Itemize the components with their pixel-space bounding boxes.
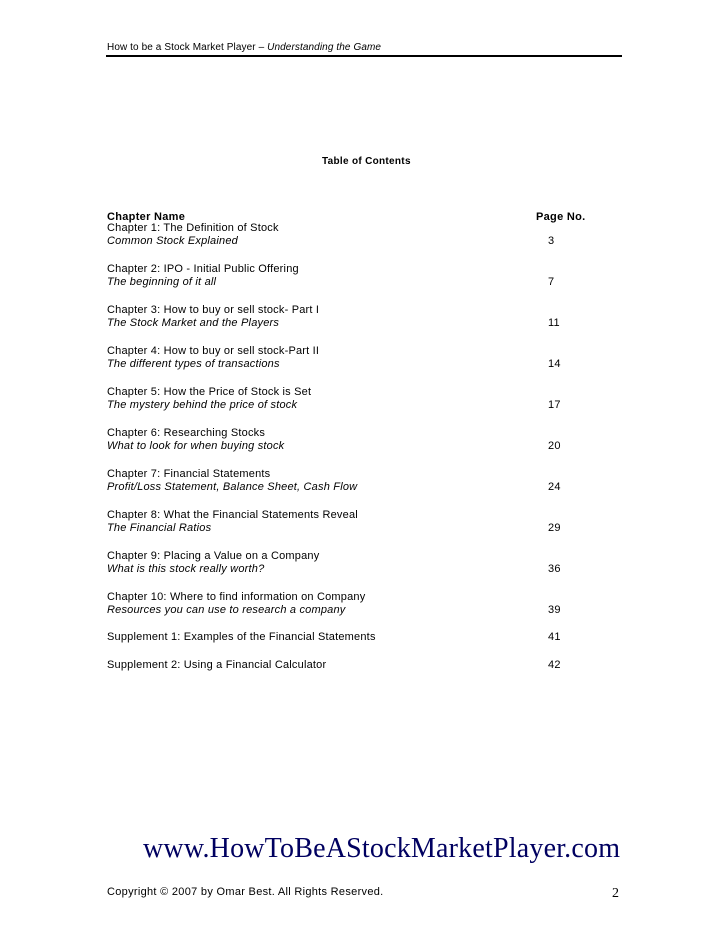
toc-entry-chapter-9 <box>107 550 587 576</box>
toc-chapter-subtitle: Resources you can use to research a company <box>107 604 346 616</box>
toc-entry-chapter-5 <box>107 386 587 412</box>
toc-chapter-title: Chapter 4: How to buy or sell stock-Part II <box>107 345 320 357</box>
toc-chapter-title: Chapter 6: Researching Stocks <box>107 427 266 439</box>
header-title: How to be a Stock Market Player – <box>107 42 268 53</box>
toc-page-number: 14 <box>548 358 561 370</box>
toc-chapter-subtitle: Common Stock Explained <box>107 235 238 247</box>
running-header <box>107 42 381 53</box>
toc-chapter-subtitle: The beginning of it all <box>107 276 217 288</box>
copyright-notice: Copyright © 2007 by Omar Best. All Rights Reserved. <box>107 886 384 898</box>
toc-entry-chapter-6 <box>107 427 587 453</box>
toc-page-number: 11 <box>548 317 560 329</box>
toc-chapter-title: Chapter 7: Financial Statements <box>107 468 271 480</box>
toc-page-number: 7 <box>548 276 555 288</box>
toc-page-number: 41 <box>548 631 561 643</box>
toc-page-number: 3 <box>548 235 555 247</box>
toc-chapter-title: Chapter 3: How to buy or sell stock- Part I <box>107 304 320 316</box>
column-header-page-no: Page No. <box>536 211 586 223</box>
column-header-chapter-name: Chapter Name <box>107 211 186 223</box>
toc-chapter-title: Chapter 10: Where to find information on Company <box>107 591 366 603</box>
header-rule <box>106 55 622 57</box>
toc-chapter-subtitle: What to look for when buying stock <box>107 440 285 452</box>
toc-entry-chapter-8 <box>107 509 587 535</box>
toc-title: Table of Contents <box>322 156 411 167</box>
toc-entry-chapter-7 <box>107 468 587 494</box>
toc-entry-supplement-2 <box>107 659 587 672</box>
toc-page-number: 24 <box>548 481 561 493</box>
toc-chapter-subtitle: The mystery behind the price of stock <box>107 399 298 411</box>
toc-chapter-subtitle: What is this stock really worth? <box>107 563 265 575</box>
toc-entry-chapter-10 <box>107 591 587 617</box>
toc-page-number: 36 <box>548 563 561 575</box>
toc-chapter-title: Chapter 8: What the Financial Statements Reveal <box>107 509 358 521</box>
toc-page-number: 20 <box>548 440 561 452</box>
toc-supplement-title: Supplement 2: Using a Financial Calculator <box>107 659 327 671</box>
toc-chapter-subtitle: The different types of transactions <box>107 358 280 370</box>
toc-entry-chapter-1 <box>107 222 587 248</box>
website-url: www.HowToBeAStockMarketPlayer.com <box>143 833 621 864</box>
toc-supplement-title: Supplement 1: Examples of the Financial Statements <box>107 631 376 643</box>
toc-chapter-subtitle: The Financial Ratios <box>107 522 212 534</box>
toc-page-number: 39 <box>548 604 561 616</box>
toc-chapter-title: Chapter 9: Placing a Value on a Company <box>107 550 320 562</box>
toc-entry-chapter-3 <box>107 304 587 330</box>
page-number: 2 <box>612 886 619 901</box>
toc-entry-chapter-2 <box>107 263 587 289</box>
toc-chapter-subtitle: Profit/Loss Statement, Balance Sheet, Cash Flow <box>107 481 358 493</box>
toc-page-number: 17 <box>548 399 561 411</box>
toc-entry-supplement-1 <box>107 631 587 644</box>
toc-chapter-subtitle: The Stock Market and the Players <box>107 317 280 329</box>
toc-page-number: 42 <box>548 659 561 671</box>
header-subtitle: Understanding the Game <box>267 42 382 53</box>
toc-chapter-title: Chapter 1: The Definition of Stock <box>107 222 279 234</box>
toc-chapter-title: Chapter 2: IPO - Initial Public Offering <box>107 263 299 275</box>
toc-entry-chapter-4 <box>107 345 587 371</box>
toc-chapter-title: Chapter 5: How the Price of Stock is Set <box>107 386 312 398</box>
toc-page-number: 29 <box>548 522 561 534</box>
